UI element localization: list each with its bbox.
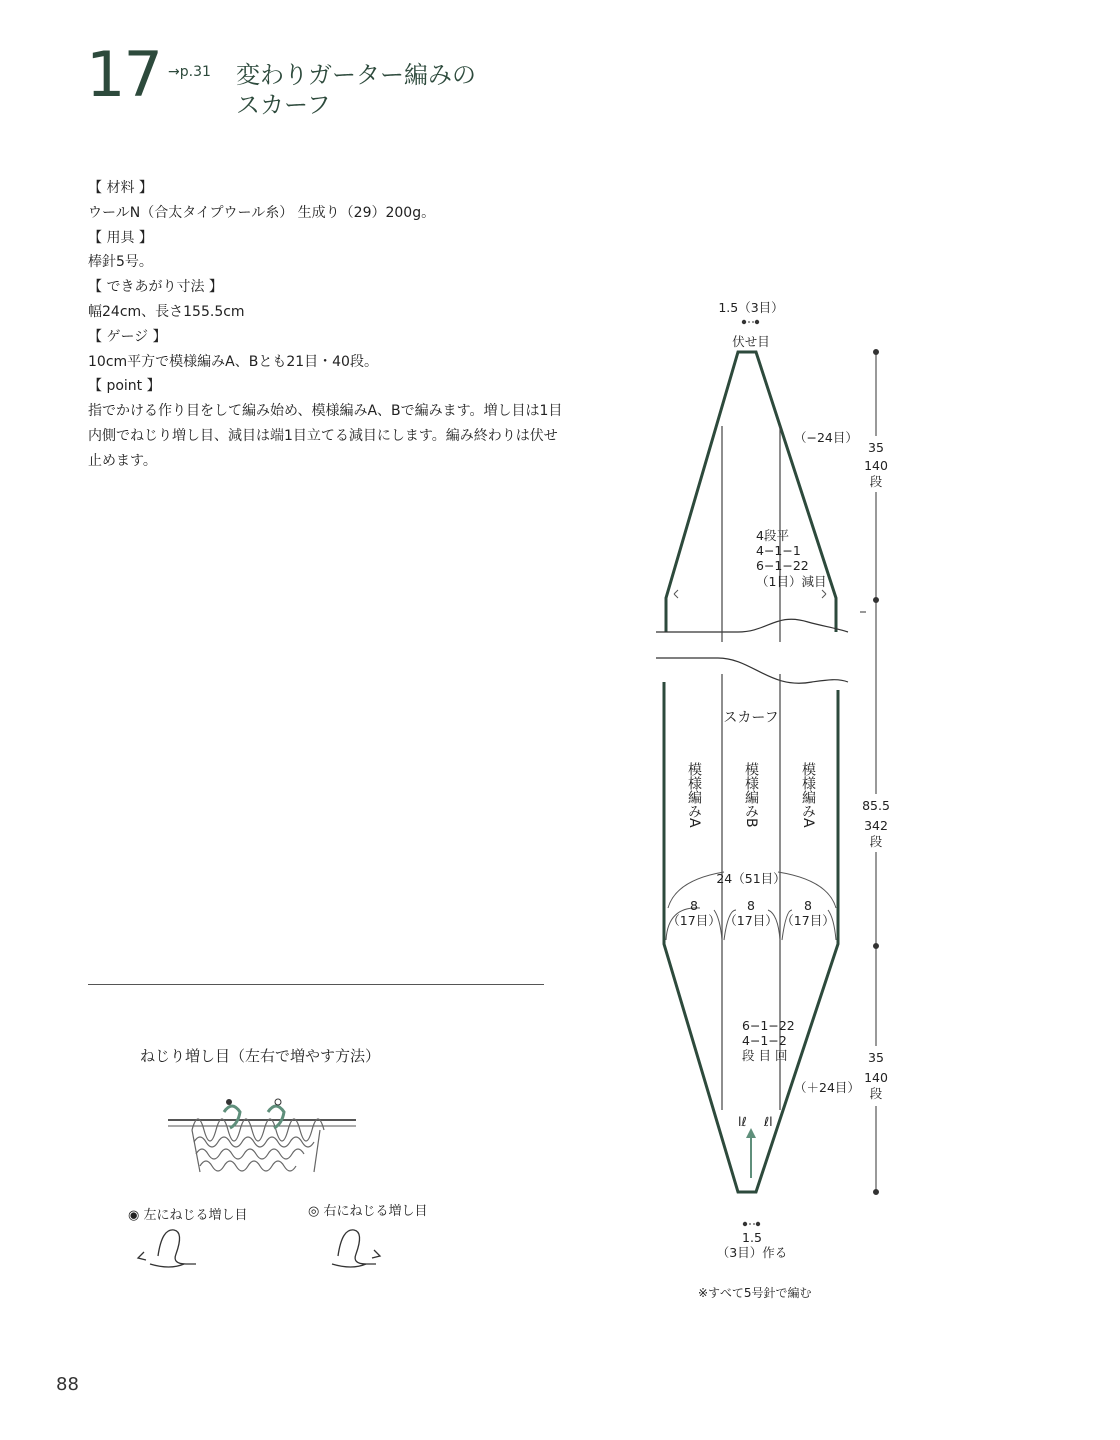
dec-rule-3: 6−1−22: [756, 558, 809, 573]
section-center-cm: 8: [747, 898, 755, 913]
scarf-upper-outline: [666, 352, 836, 632]
middle-rows-cm: 85.5: [862, 798, 890, 813]
top-rows: 140: [864, 458, 888, 473]
piece-name: スカーフ: [723, 710, 779, 726]
top-rows-cm: 35: [868, 440, 884, 455]
bottom-rows-cm: 35: [868, 1050, 884, 1065]
point-heading: 【 point 】: [88, 378, 161, 395]
bottom-width: 1.5: [742, 1230, 762, 1245]
gauge-heading: 【 ゲージ 】: [88, 328, 167, 345]
page-number: 88: [56, 1374, 79, 1395]
size-heading: 【 できあがり寸法 】: [88, 279, 223, 296]
footnote: ※すべて5号針で編む: [698, 1286, 812, 1300]
section-right-sts: （17目）: [781, 913, 835, 928]
left-twist-icon: [138, 1230, 196, 1267]
svg-text:lℓ: lℓ: [738, 1114, 747, 1129]
inc-rule-2: 4−1−2: [742, 1033, 787, 1048]
pattern-left: 模様編みA: [686, 762, 702, 828]
top-decrease: （−24目）: [794, 430, 858, 445]
top-width: 1.5（3目）: [718, 300, 784, 315]
inc-rule-3: 段 目 回: [742, 1048, 788, 1063]
scarf-lower-outline: [664, 682, 838, 1192]
section-left-sts: （17目）: [667, 913, 721, 928]
gauge-text: 10cm平方で模様編みA、Bとも21目・40段。: [88, 353, 378, 370]
left-twist-label: ◉ 左にねじる増し目: [128, 1208, 248, 1223]
right-twist-icon: [332, 1230, 380, 1267]
bottom-rows-unit: 段: [869, 1086, 883, 1101]
right-twist-label: ◎ 右にねじる増し目: [308, 1204, 428, 1219]
pattern-number: 17: [86, 38, 161, 111]
bottom-rows: 140: [864, 1070, 888, 1085]
materials-heading: 【 材料 】: [88, 180, 153, 196]
inc-rule-1: 6−1−22: [742, 1018, 795, 1033]
bottom-cast-on: （3目）作る: [716, 1245, 788, 1260]
section-center-sts: （17目）: [724, 913, 778, 928]
tools-heading: 【 用具 】: [88, 229, 153, 246]
page-reference: →p.31: [168, 64, 211, 80]
needle-illustration: [168, 1106, 356, 1172]
top-rows-unit: 段: [869, 474, 883, 489]
middle-rows-unit: 段: [869, 834, 883, 849]
svg-text:ℓl: ℓl: [764, 1114, 773, 1129]
section-right-cm: 8: [804, 898, 812, 913]
materials-text: ウールN（合太タイプウール糸） 生成り（29）200g。: [88, 204, 436, 221]
dec-rule-1: 4段平: [756, 528, 789, 543]
right-marker-icon: [275, 1099, 281, 1105]
increase-section-title: ねじり増し目（左右で増やす方法）: [140, 1047, 381, 1065]
total-width: 24（51目）: [716, 871, 786, 886]
dec-rule-2: 4−1−1: [756, 543, 801, 558]
middle-rows: 342: [864, 818, 888, 833]
title-line-2: スカーフ: [236, 91, 331, 119]
tools-text: 棒針5号。: [88, 254, 153, 271]
top-bind-off: 伏せ目: [732, 334, 770, 349]
section-left-cm: 8: [690, 898, 698, 913]
pattern-right: 模様編みA: [800, 762, 816, 828]
left-marker-icon: [226, 1099, 232, 1105]
title-line-1: 変わりガーター編みの: [236, 61, 476, 89]
pattern-center: 模様編みB: [743, 762, 759, 828]
bottom-increase: （＋24目）: [794, 1080, 860, 1095]
point-text: 指でかける作り目をして編み始め、模様編みA、Bで編みます。増し目は1目内側でねじり増し目、減目は端1目立てる減目にします。編み終わりは伏せ止めます。: [88, 403, 563, 469]
size-text: 幅24cm、長さ155.5cm: [88, 303, 245, 320]
dec-rule-4: （1目）減目: [756, 574, 827, 589]
